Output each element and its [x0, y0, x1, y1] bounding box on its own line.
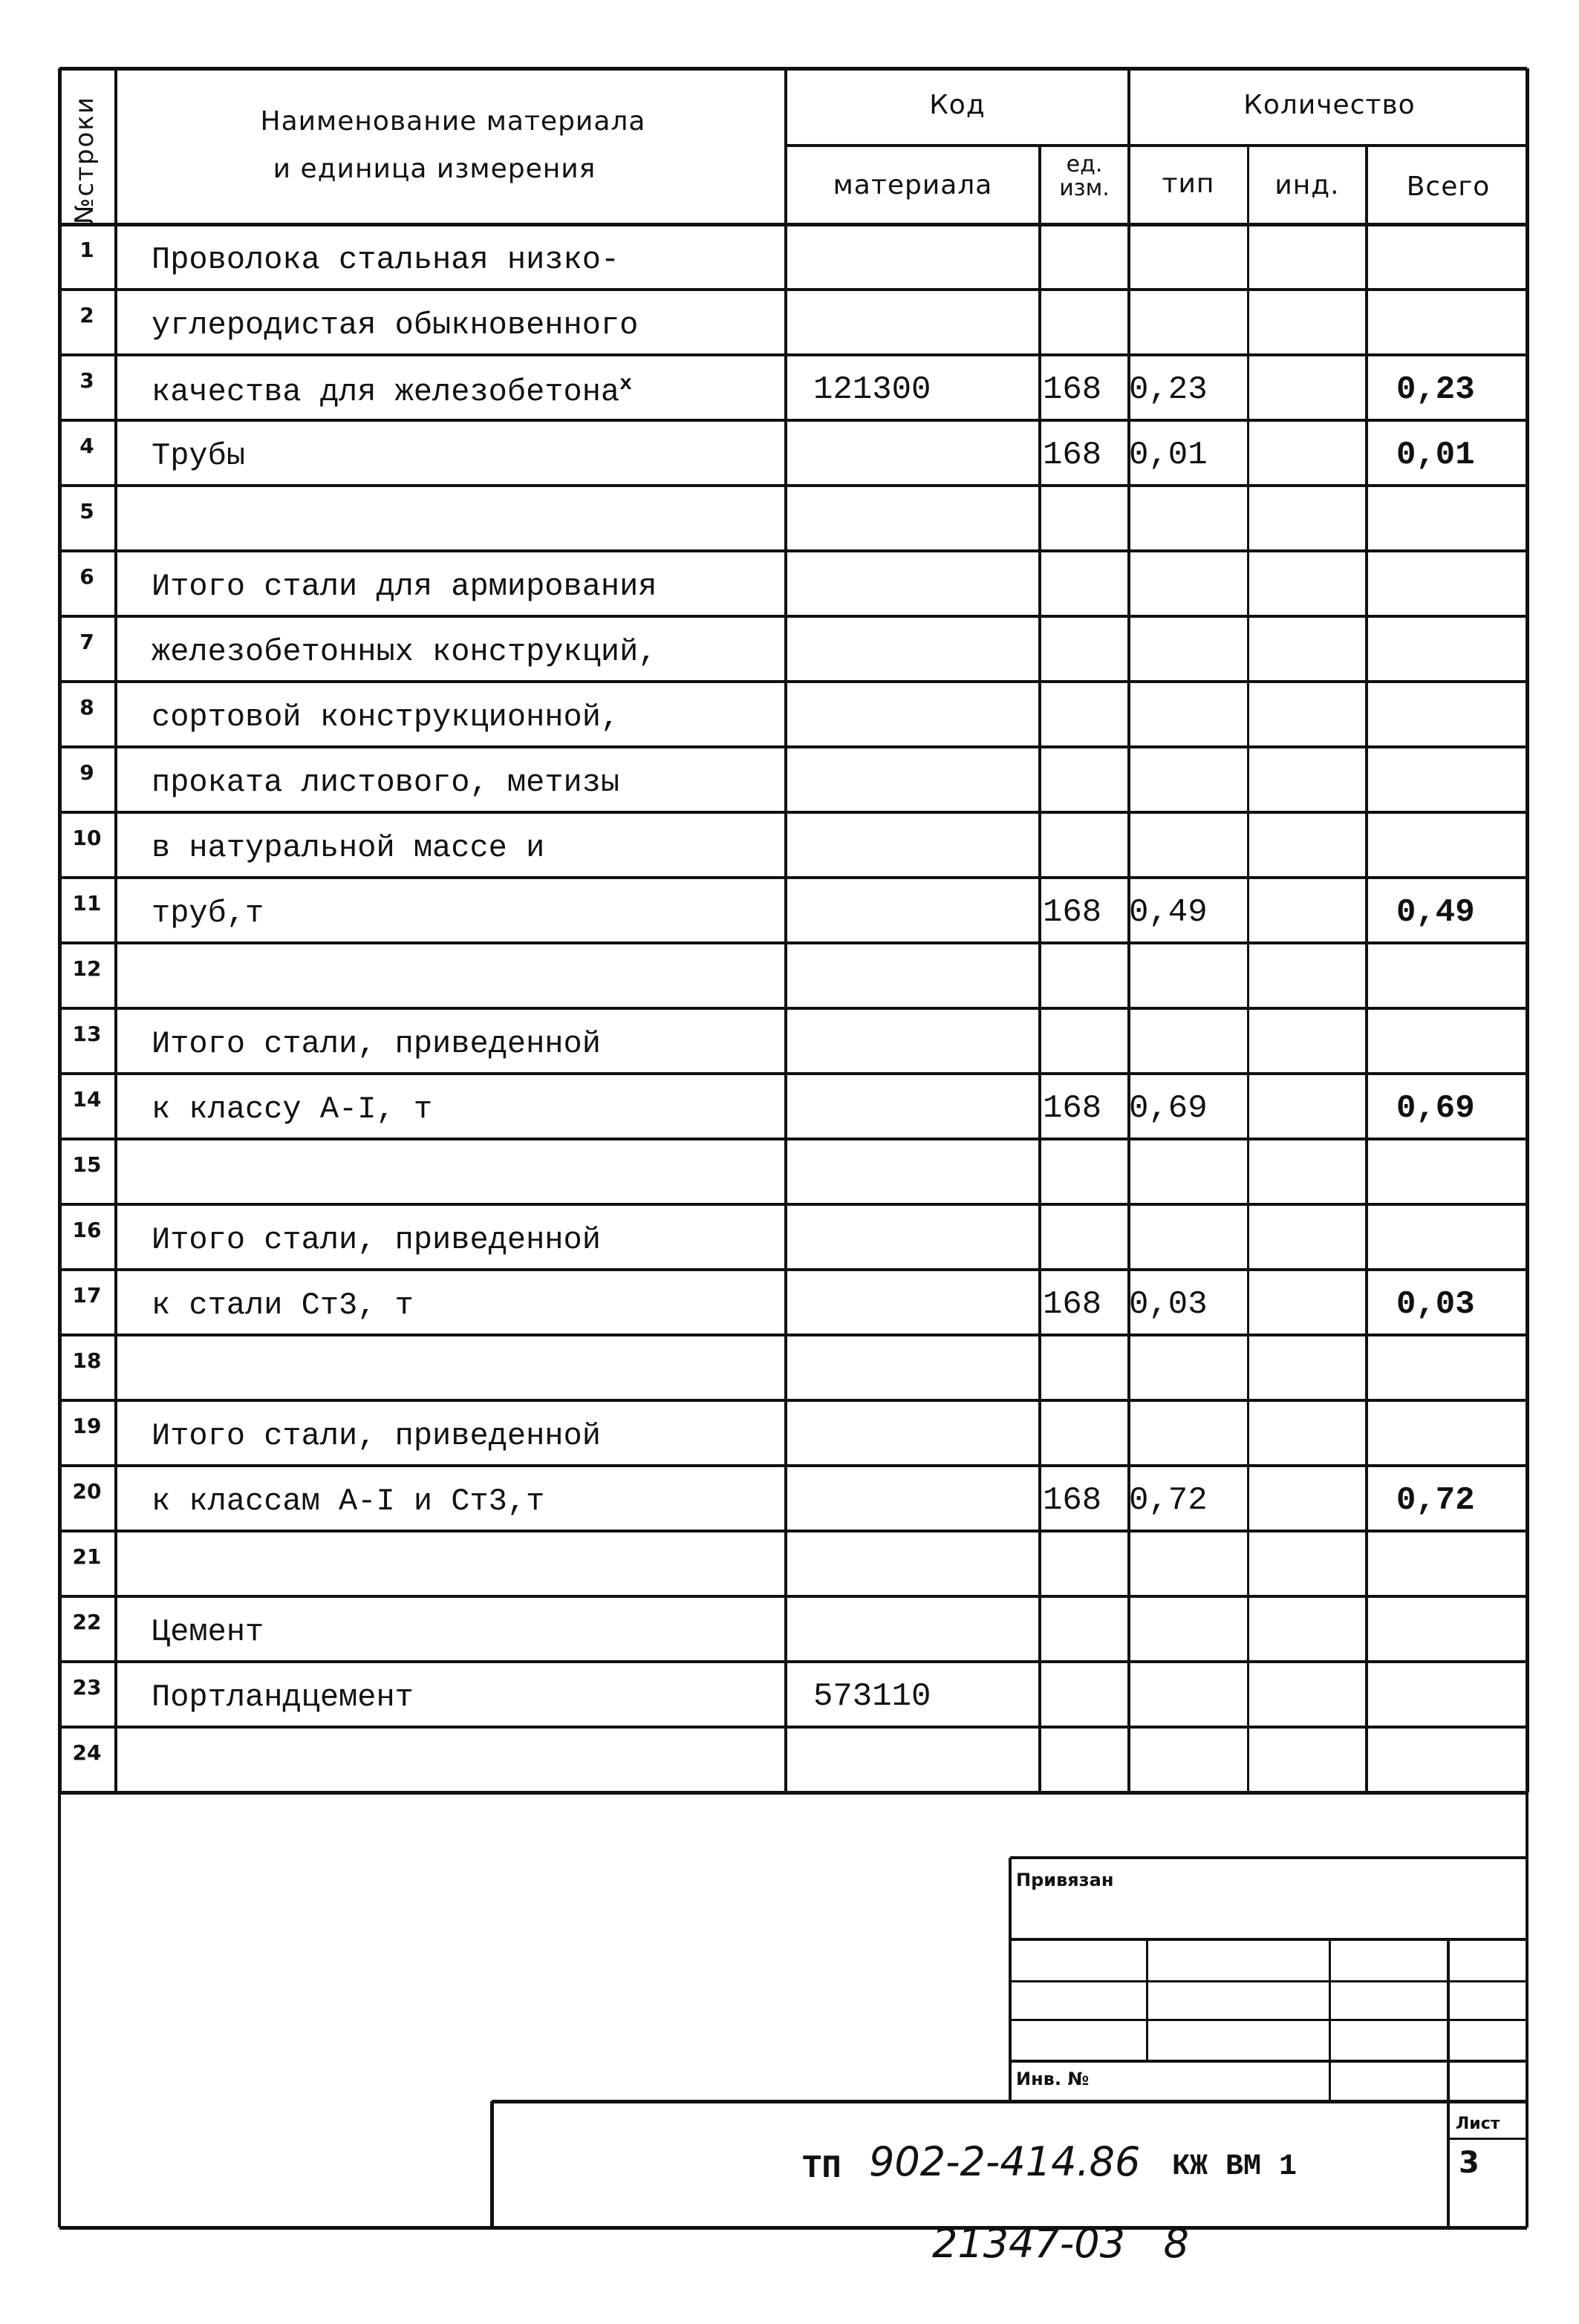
- grid-line-horizontal: [59, 1791, 1527, 1795]
- grid-line-horizontal: [59, 1530, 1527, 1533]
- material-name-text: проката листового, метизы: [152, 765, 620, 800]
- grid-line-vertical: [1365, 146, 1368, 1792]
- row-number: 21: [72, 1544, 102, 1569]
- grid-line-horizontal: [59, 2226, 1527, 2230]
- qty-type: 0,01: [1129, 437, 1208, 474]
- grid-line-horizontal: [59, 67, 1527, 71]
- material-name-text: качества для железобетона: [152, 374, 620, 410]
- row-number: 24: [72, 1740, 102, 1765]
- material-name: [152, 1418, 601, 1454]
- grid-line-horizontal: [786, 144, 1527, 147]
- row-number: 8: [79, 695, 94, 719]
- name-header-line1: Наименование материала: [260, 106, 646, 137]
- doc-code-suffix: КЖ ВМ 1: [1172, 2150, 1298, 2184]
- material-name-text: Итого стали для армирования: [152, 569, 657, 604]
- qty-type-header: тип: [1162, 169, 1215, 199]
- row-number: 5: [79, 499, 94, 523]
- material-name-text: в натуральной массе и: [152, 830, 545, 866]
- material-name-text: Итого стали, приведенной: [152, 1418, 601, 1454]
- inventory-number-label: Инв. №: [1016, 2069, 1090, 2089]
- unit-code: 168: [1043, 1482, 1102, 1519]
- grid-line-vertical: [58, 1792, 61, 2227]
- grid-line-horizontal: [59, 941, 1527, 944]
- grid-line-horizontal: [59, 223, 1527, 226]
- grid-line-horizontal: [59, 353, 1527, 356]
- qty-total-header: Всего: [1406, 172, 1491, 202]
- row-number: 19: [72, 1414, 102, 1438]
- material-name: [152, 569, 657, 604]
- material-name: [152, 1222, 601, 1258]
- row-number: 11: [72, 891, 102, 915]
- material-name: [152, 830, 544, 866]
- row-number: 23: [72, 1675, 102, 1700]
- grid-line-horizontal: [59, 1007, 1527, 1010]
- material-name-text: к классам А-I и Ст3,т: [152, 1483, 545, 1519]
- material-name-text: железобетонных конструкций,: [152, 634, 657, 670]
- qty-total: 0,03: [1396, 1286, 1475, 1323]
- qty-total: 0,23: [1396, 371, 1475, 408]
- row-number: 13: [72, 1022, 102, 1046]
- grid-line-horizontal: [59, 484, 1527, 487]
- material-name-text: Итого стали, приведенной: [152, 1026, 601, 1062]
- row-number: 15: [72, 1152, 102, 1177]
- material-name: [152, 1680, 414, 1715]
- grid-line-vertical: [1247, 146, 1249, 1792]
- sheet-label: Лист: [1456, 2115, 1500, 2133]
- material-name: [152, 1483, 544, 1519]
- grid-line-horizontal: [59, 811, 1527, 814]
- row-number: 16: [72, 1218, 102, 1242]
- grid-line-vertical: [1329, 1939, 1331, 2101]
- material-name-text: к классу А-I, т: [152, 1091, 433, 1127]
- row-number: 17: [72, 1283, 102, 1308]
- unit-code: 168: [1043, 1286, 1102, 1323]
- grid-line-horizontal: [59, 1726, 1527, 1729]
- row-number: 12: [72, 956, 102, 981]
- material-name-text: Трубы: [152, 438, 246, 474]
- material-name: [152, 438, 245, 474]
- material-name-text: Проволока стальная низко-: [152, 242, 620, 278]
- qty-total: 0,72: [1396, 1482, 1475, 1519]
- code-group-header: Код: [929, 90, 986, 120]
- grid-line-horizontal: [59, 1203, 1527, 1206]
- footnote-mark: x: [619, 373, 632, 396]
- sheet-number: 3: [1459, 2146, 1479, 2180]
- privyazan-label: Привязан: [1016, 1870, 1114, 1890]
- material-name: [152, 634, 657, 670]
- unit-code: 168: [1043, 437, 1102, 474]
- row-number-header: №строки: [70, 96, 100, 224]
- qty-type: 0,23: [1129, 371, 1208, 408]
- row-number: 22: [72, 1610, 102, 1634]
- grid-line-vertical: [490, 2101, 494, 2227]
- grid-line-horizontal: [59, 1660, 1527, 1663]
- qty-ind-header: инд.: [1274, 170, 1340, 200]
- grid-line-horizontal: [59, 288, 1527, 291]
- footer-note: 21347-03 8: [932, 2220, 1189, 2267]
- qty-type: 0,03: [1129, 1286, 1208, 1323]
- grid-line-horizontal: [59, 1268, 1527, 1271]
- grid-line-vertical: [784, 68, 787, 1792]
- grid-line-vertical: [1009, 1858, 1012, 2101]
- grid-line-horizontal: [59, 680, 1527, 683]
- row-number: 18: [72, 1348, 102, 1373]
- qty-total: 0,69: [1396, 1090, 1475, 1127]
- material-name: [152, 765, 619, 800]
- quantity-group-header: Количество: [1243, 90, 1416, 120]
- material-name: [152, 1026, 601, 1062]
- qty-type: 0,72: [1129, 1482, 1208, 1519]
- material-name: [152, 307, 638, 343]
- grid-line-horizontal: [59, 1137, 1527, 1140]
- row-number: 7: [79, 630, 94, 654]
- grid-line-horizontal: [59, 876, 1527, 879]
- row-number: 9: [79, 760, 94, 785]
- grid-line-horizontal: [59, 549, 1527, 552]
- material-code: 573110: [813, 1678, 931, 1715]
- material-name: [152, 242, 619, 278]
- grid-line-vertical: [114, 68, 117, 1792]
- grid-line-horizontal: [1010, 1856, 1527, 1859]
- grid-line-horizontal: [59, 1399, 1527, 1402]
- material-name: [152, 1614, 264, 1650]
- grid-line-horizontal: [59, 1334, 1527, 1336]
- grid-line-horizontal: [492, 2100, 1527, 2103]
- row-number: 2: [79, 303, 94, 327]
- code-unit-header: ед. изм.: [1059, 151, 1110, 201]
- material-name-text: Портландцемент: [152, 1680, 414, 1715]
- row-number: 3: [79, 368, 94, 393]
- qty-type: 0,49: [1129, 894, 1208, 931]
- grid-line-horizontal: [59, 419, 1527, 422]
- row-number: 14: [72, 1087, 102, 1112]
- unit-code: 168: [1043, 371, 1102, 408]
- qty-type: 0,69: [1129, 1090, 1208, 1127]
- material-name: [152, 699, 619, 735]
- name-header-line2: и единица измерения: [273, 154, 596, 184]
- material-name: [152, 1091, 432, 1127]
- grid-line-horizontal: [59, 615, 1527, 618]
- row-number: 1: [79, 238, 94, 262]
- qty-total: 0,49: [1396, 894, 1475, 931]
- row-number: 10: [72, 826, 102, 850]
- row-number: 20: [72, 1479, 102, 1504]
- material-name: [152, 1287, 414, 1323]
- grid-line-horizontal: [59, 1072, 1527, 1075]
- material-name-text: Итого стали, приведенной: [152, 1222, 601, 1258]
- qty-total: 0,01: [1396, 437, 1475, 474]
- material-name-text: углеродистая обыкновенного: [152, 307, 639, 343]
- material-name-text: сортовой конструкционной,: [152, 699, 620, 735]
- doc-code-prefix: ТП: [802, 2150, 841, 2187]
- unit-code: 168: [1043, 1090, 1102, 1127]
- doc-code-handwritten: 902-2-414.86: [869, 2138, 1141, 2185]
- material-code: 121300: [813, 371, 931, 408]
- grid-line-vertical: [1038, 146, 1041, 1792]
- code-material-header: материала: [833, 170, 993, 200]
- row-number: 6: [79, 564, 94, 589]
- grid-line-vertical: [1526, 68, 1529, 1792]
- grid-line-horizontal: [59, 745, 1527, 748]
- row-number: 4: [79, 434, 94, 458]
- unit-code: 168: [1043, 894, 1102, 931]
- grid-line-horizontal: [1448, 2138, 1527, 2140]
- material-name: [152, 373, 632, 410]
- material-name: [152, 895, 264, 931]
- grid-line-vertical: [1146, 1939, 1148, 2061]
- material-name-text: к стали Ст3, т: [152, 1287, 414, 1323]
- material-name-text: труб,т: [152, 895, 264, 931]
- material-name-text: Цемент: [152, 1614, 264, 1650]
- grid-line-horizontal: [59, 1464, 1527, 1467]
- grid-line-vertical: [1447, 1939, 1450, 2227]
- grid-line-horizontal: [59, 1595, 1527, 1598]
